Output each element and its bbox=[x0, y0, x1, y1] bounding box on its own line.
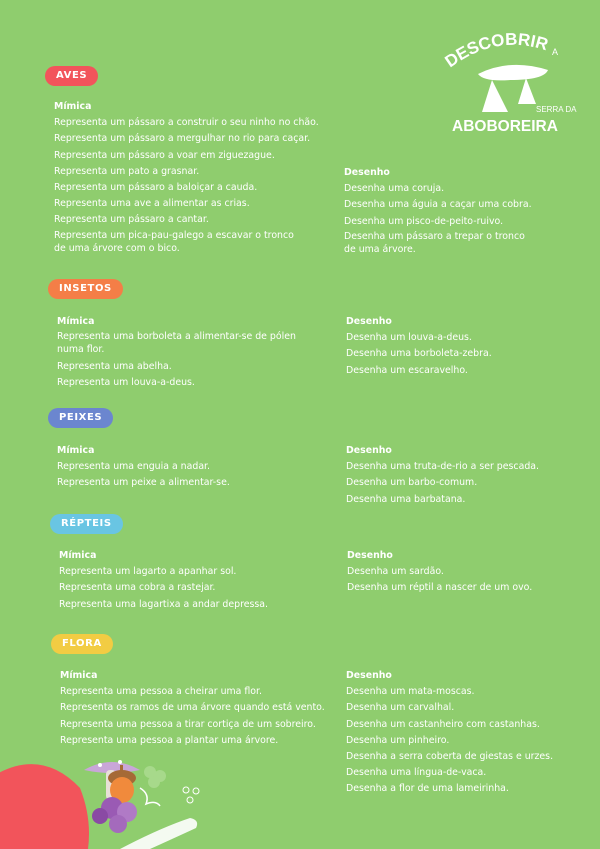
aves-desenho-item: Desenha uma coruja. bbox=[344, 183, 445, 195]
insetos-mimica-item: Representa uma borboleta a alimentar-se de pólen numa flor. bbox=[57, 331, 296, 356]
aves-mimica-item: Representa um pássaro a voar em ziguezague. bbox=[54, 149, 275, 161]
peixes-desenho-item: Desenha uma barbatana. bbox=[346, 493, 466, 505]
peixes-mimica-item: Representa um peixe a alimentar-se. bbox=[57, 477, 230, 489]
insetos-desenho-heading: Desenho bbox=[346, 316, 392, 327]
repteis-mimica-item: Representa um lagarto a apanhar sol. bbox=[59, 566, 237, 578]
insetos-mimica-column bbox=[57, 314, 296, 392]
peixes-desenho-column bbox=[346, 443, 539, 508]
peixes-desenho-item: Desenha uma truta-de-rio a ser pescada. bbox=[346, 461, 539, 473]
repteis-mimica-column bbox=[59, 548, 268, 613]
peixes-desenho-heading: Desenho bbox=[346, 445, 392, 456]
insetos-desenho-item: Desenha um louva-a-deus. bbox=[346, 332, 472, 344]
aves-mimica-item: Representa um pássaro a cantar. bbox=[54, 214, 209, 226]
logo-word-a: A bbox=[552, 47, 559, 57]
aves-desenho-item: Desenha uma águia a caçar uma cobra. bbox=[344, 199, 532, 211]
flora-desenho-item: Desenha a flor de uma lameirinha. bbox=[346, 783, 509, 795]
aves-mimica-heading: Mímica bbox=[54, 101, 92, 112]
flora-mimica-item: Representa uma pessoa a plantar uma árvore. bbox=[60, 734, 279, 746]
flora-mimica-item: Representa uma pessoa a tirar cortiça de um sobreiro. bbox=[60, 718, 316, 730]
aves-desenho-item: Desenha um pisco-de-peito-ruivo. bbox=[344, 215, 504, 227]
repteis-desenho-heading: Desenho bbox=[347, 550, 393, 561]
aves-desenho-column bbox=[344, 165, 532, 256]
aves-mimica-item: Representa um pato a grasnar. bbox=[54, 165, 200, 177]
aves-desenho-item: Desenha um pássaro a trepar o tronco de uma árvore. bbox=[344, 230, 525, 255]
flora-desenho-item: Desenha um mata-moscas. bbox=[346, 686, 475, 698]
insetos-desenho-item: Desenha um escaravelho. bbox=[346, 364, 468, 376]
aves-mimica-item: Representa uma ave a alimentar as crias. bbox=[54, 198, 250, 210]
peixes-mimica-column bbox=[57, 443, 230, 492]
aves-mimica-item: Representa um pássaro a mergulhar no rio para caçar. bbox=[54, 133, 311, 145]
section-pill-flora: FLORA bbox=[51, 634, 113, 654]
logo-word-descobrir: DESCOBRIR bbox=[441, 30, 551, 72]
insetos-desenho-item: Desenha uma borboleta-zebra. bbox=[346, 348, 492, 360]
aves-desenho-heading: Desenho bbox=[344, 167, 390, 178]
section-pill-repteis: RÉPTEIS bbox=[50, 514, 123, 534]
flora-mimica-heading: Mímica bbox=[60, 670, 98, 681]
logo-word-aboboreira: ABOBOREIRA bbox=[452, 118, 558, 135]
flora-mimica-column bbox=[60, 668, 325, 749]
repteis-mimica-heading: Mímica bbox=[59, 550, 97, 561]
clover-leaf-icon bbox=[144, 766, 166, 788]
section-pill-aves: AVES bbox=[45, 66, 98, 86]
flora-desenho-item: Desenha uma língua-de-vaca. bbox=[346, 767, 487, 779]
repteis-desenho-column bbox=[347, 548, 532, 597]
mushroom-acorn-illustration bbox=[0, 748, 230, 849]
logo-word-serra-da: SERRA DA bbox=[536, 105, 577, 114]
section-pill-insetos: INSETOS bbox=[48, 279, 123, 299]
peixes-mimica-item: Representa uma enguia a nadar. bbox=[57, 461, 211, 473]
aves-mimica-item: Representa um pássaro a baloiçar a cauda. bbox=[54, 182, 258, 194]
repteis-desenho-item: Desenha um réptil a nascer de um ovo. bbox=[347, 582, 533, 594]
insetos-mimica-item: Representa uma abelha. bbox=[57, 361, 172, 373]
flora-mimica-item: Representa uma pessoa a cheirar uma flor. bbox=[60, 686, 263, 698]
flora-desenho-item: Desenha um pinheiro. bbox=[346, 734, 450, 746]
flora-desenho-item: Desenha um carvalhal. bbox=[346, 702, 455, 714]
svg-text:DESCOBRIR bbox=[442, 30, 551, 71]
aves-mimica-item: Representa um pássaro a construir o seu ninho no chão. bbox=[54, 117, 319, 129]
repteis-mimica-item: Representa uma lagartixa a andar depressa. bbox=[59, 598, 268, 610]
serra-da-aboboreira-logo bbox=[440, 30, 580, 140]
flora-mimica-item: Representa os ramos de uma árvore quando está vento. bbox=[60, 702, 325, 714]
peixes-desenho-item: Desenha um barbo-comum. bbox=[346, 477, 478, 489]
aves-mimica-column bbox=[54, 99, 319, 255]
aves-mimica-item: Representa um pica-pau-galego a escavar o tronco de uma árvore com o bico. bbox=[54, 229, 294, 254]
flora-desenho-item: Desenha a serra coberta de giestas e urzes. bbox=[346, 751, 554, 763]
repteis-mimica-item: Representa uma cobra a rastejar. bbox=[59, 582, 216, 594]
flora-desenho-heading: Desenho bbox=[346, 670, 392, 681]
insetos-mimica-heading: Mímica bbox=[57, 316, 95, 327]
insetos-mimica-item: Representa um louva-a-deus. bbox=[57, 377, 195, 389]
insetos-desenho-column bbox=[346, 314, 492, 379]
section-pill-peixes: PEIXES bbox=[48, 408, 113, 428]
purple-leaves-icon bbox=[92, 797, 137, 833]
repteis-desenho-item: Desenha um sardão. bbox=[347, 566, 444, 578]
peixes-mimica-heading: Mímica bbox=[57, 445, 95, 456]
flora-desenho-column bbox=[346, 668, 553, 798]
flora-desenho-item: Desenha um castanheiro com castanhas. bbox=[346, 718, 540, 730]
